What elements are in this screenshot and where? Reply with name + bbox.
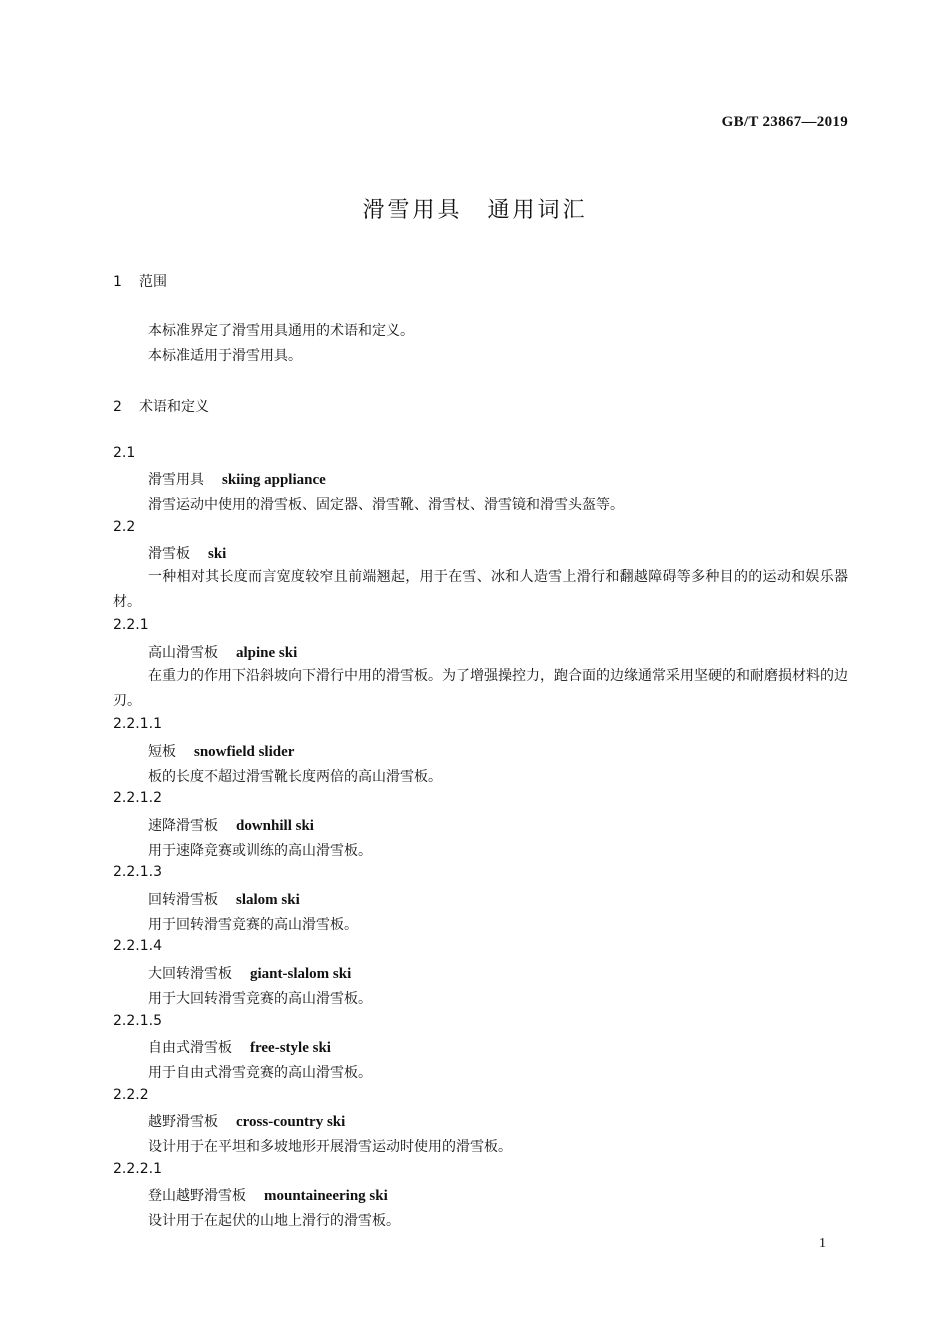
term-en: alpine ski	[236, 645, 298, 661]
definition: 板的长度不超过滑雪靴长度两倍的高山滑雪板。	[148, 769, 442, 785]
clause-number: 2.2.1.1	[113, 716, 162, 732]
term-zh: 高山滑雪板	[148, 645, 218, 661]
term-en: skiing appliance	[222, 472, 326, 488]
term-zh: 滑雪板	[148, 546, 190, 562]
definition: 在重力的作用下沿斜坡向下滑行中用的滑雪板。为了增强操控力，跑合面的边缘通常采用坚硬的和耐磨损材料的边刃。	[113, 668, 848, 709]
term	[148, 963, 351, 983]
clause-number: 2.2.1.2	[113, 790, 162, 806]
term	[148, 642, 297, 662]
term-zh: 速降滑雪板	[148, 818, 218, 834]
clause-number: 2.2.1	[113, 617, 149, 633]
definition: 一种相对其长度而言宽度较窄且前端翘起，用于在雪、冰和人造雪上滑行和翻越障碍等多种目的的运动和娱乐器材。	[113, 569, 848, 610]
term	[148, 469, 326, 489]
definition: 用于速降竞赛或训练的高山滑雪板。	[148, 843, 372, 859]
section-title: 术语和定义	[139, 399, 209, 415]
term-en: free-style ski	[250, 1040, 331, 1056]
term-zh: 回转滑雪板	[148, 892, 218, 908]
term-zh: 越野滑雪板	[148, 1114, 218, 1130]
section-heading-scope	[113, 271, 167, 291]
term-en: giant-slalom ski	[250, 966, 352, 982]
page-title: 滑雪用具 通用词汇	[362, 198, 588, 223]
clause-number: 2.2.2.1	[113, 1161, 162, 1177]
term-zh: 自由式滑雪板	[148, 1040, 232, 1056]
section-heading-terms	[113, 396, 209, 416]
definition: 滑雪运动中使用的滑雪板、固定器、滑雪靴、滑雪杖、滑雪镜和滑雪头盔等。	[148, 497, 624, 513]
clause-number: 2.2.1.4	[113, 938, 162, 954]
term	[148, 815, 314, 835]
term	[148, 741, 294, 761]
term-en: downhill ski	[236, 818, 314, 834]
term	[148, 1111, 345, 1131]
term-en: mountaineering ski	[264, 1188, 388, 1204]
clause-number: 2.2.1.5	[113, 1013, 162, 1029]
term-zh: 登山越野滑雪板	[148, 1188, 246, 1204]
scope-paragraph: 本标准适用于滑雪用具。	[148, 348, 302, 364]
definition: 设计用于在平坦和多坡地形开展滑雪运动时使用的滑雪板。	[148, 1139, 512, 1155]
scope-paragraph: 本标准界定了滑雪用具通用的术语和定义。	[148, 323, 414, 339]
definition: 用于自由式滑雪竞赛的高山滑雪板。	[148, 1065, 372, 1081]
section-title: 范围	[139, 274, 167, 290]
clause-number: 2.1	[113, 445, 136, 461]
term-en: ski	[208, 546, 227, 562]
definition: 用于大回转滑雪竞赛的高山滑雪板。	[148, 991, 372, 1007]
term-en: cross-country ski	[236, 1114, 346, 1130]
clause-number: 2.2.1.3	[113, 864, 162, 880]
term-zh: 大回转滑雪板	[148, 966, 232, 982]
page-number: 1	[819, 1236, 826, 1251]
clause-number: 2.2.2	[113, 1087, 149, 1103]
term-en: snowfield slider	[194, 744, 295, 760]
standard-id: GB/T 23867—2019	[721, 114, 848, 130]
definition: 设计用于在起伏的山地上滑行的滑雪板。	[148, 1213, 400, 1229]
term-en: slalom ski	[236, 892, 300, 908]
term	[148, 889, 300, 909]
section-number: 2	[113, 399, 122, 415]
term	[148, 1037, 331, 1057]
term-zh: 短板	[148, 744, 176, 760]
term-zh: 滑雪用具	[148, 472, 204, 488]
term	[148, 543, 226, 563]
section-number: 1	[113, 274, 122, 290]
clause-number: 2.2	[113, 519, 136, 535]
term	[148, 1185, 388, 1205]
definition: 用于回转滑雪竞赛的高山滑雪板。	[148, 917, 358, 933]
